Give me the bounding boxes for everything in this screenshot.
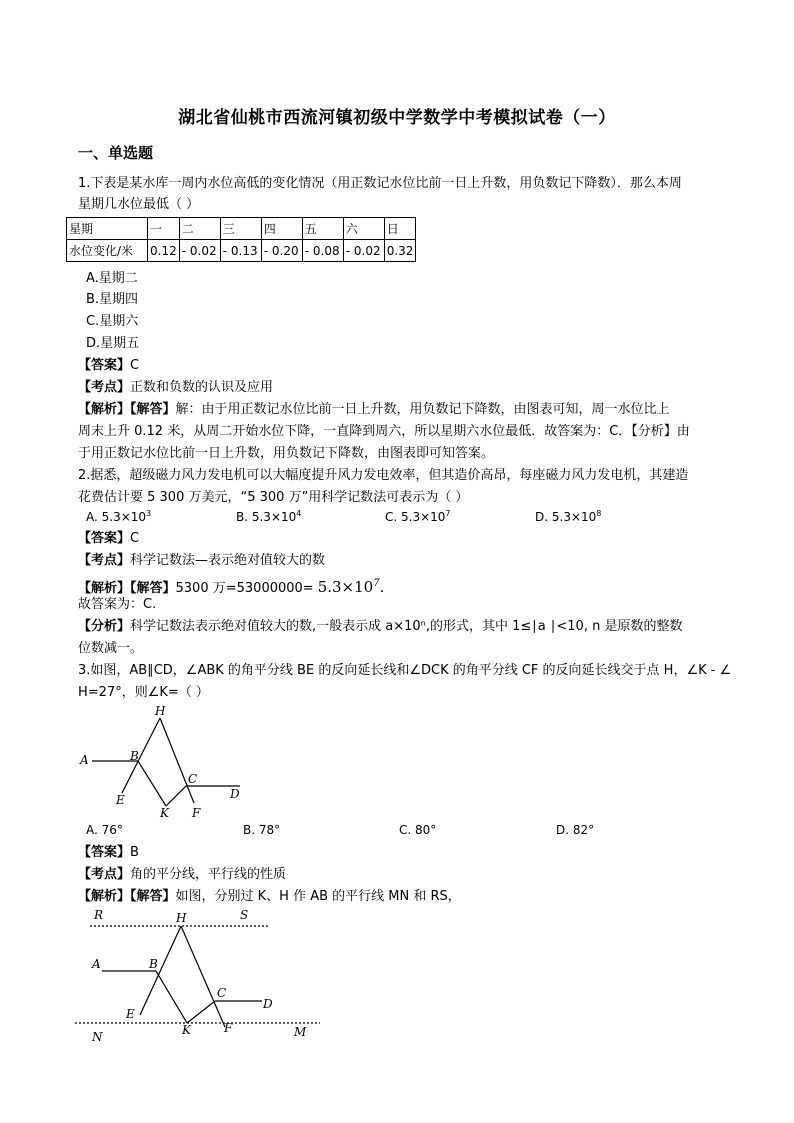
analysis-text: 解：由于用正数记水位比前一日上升数，用负数记下降数，由图表可知，周一水位比上 bbox=[175, 402, 670, 417]
q1-option-a: A.星期二 bbox=[86, 271, 138, 286]
page-title: 湖北省仙桃市西流河镇初级中学数学中考模拟试卷（一） bbox=[178, 108, 616, 128]
q3-point bbox=[78, 864, 726, 886]
point-tag: 【考点】 bbox=[78, 553, 131, 568]
label-a: A bbox=[80, 753, 89, 767]
answer-tag: 【答案】 bbox=[78, 845, 131, 860]
label-m: M bbox=[294, 1025, 307, 1039]
label-r: R bbox=[94, 908, 104, 922]
q3-stem-line2: H=27°，则∠K=（ ） bbox=[78, 685, 209, 700]
label-e: E bbox=[116, 793, 125, 807]
label-a: A bbox=[92, 957, 101, 971]
label-c: C bbox=[188, 772, 198, 786]
q1-option-c: C.星期六 bbox=[86, 314, 139, 329]
label-c: C bbox=[217, 986, 227, 1000]
answer-value: C bbox=[130, 531, 140, 546]
q2-answer bbox=[78, 528, 726, 550]
table-header-cell: 六 bbox=[343, 218, 384, 240]
q3-stem-line1: 3.如图，AB∥CD，∠ABK 的角平分线 BE 的反向延长线和∠DCK 的角平分线 CF 的反向延长线交于点 H，∠K - ∠ bbox=[78, 663, 732, 678]
line-hf bbox=[160, 718, 194, 803]
label-e: E bbox=[126, 1007, 135, 1021]
q1-answer bbox=[78, 355, 726, 377]
label-b: B bbox=[130, 749, 139, 763]
table-cell: - 0.20 bbox=[261, 240, 302, 262]
analysis-text: 5300 万=53000000= bbox=[175, 581, 314, 596]
analysis-text: 如图，分别过 K、H 作 AB 的平行线 MN 和 RS， bbox=[175, 889, 461, 904]
point-value: 角的平分线，平行线的性质 bbox=[130, 867, 287, 882]
table-header-cell: 五 bbox=[302, 218, 343, 240]
q2-stem-line1: 2.据悉，超级磁力风力发电机可以大幅度提升风力发电效率，但其造价高昂，每座磁力风力发电机，其建造 bbox=[78, 468, 689, 483]
table-row bbox=[67, 240, 416, 262]
label-d: D bbox=[263, 997, 273, 1011]
q3-figure-1 bbox=[70, 700, 270, 825]
label-k: K bbox=[182, 1023, 191, 1037]
table-header-row bbox=[67, 218, 416, 240]
table-cell: 0.32 bbox=[384, 240, 416, 262]
table-header-cell: 二 bbox=[179, 218, 220, 240]
point-value: 科学记数法—表示绝对值较大的数 bbox=[130, 553, 326, 568]
label-k: K bbox=[160, 806, 169, 820]
table-header-cell: 星期 bbox=[67, 218, 148, 240]
answer-value: B bbox=[130, 845, 139, 860]
label-h: H bbox=[176, 911, 187, 925]
formula: $5.3\times 10^7$. bbox=[317, 578, 385, 596]
line-hf bbox=[181, 926, 225, 1027]
answer-value: C bbox=[130, 358, 140, 373]
table-cell: - 0.08 bbox=[302, 240, 343, 262]
answer-tag: 【答案】 bbox=[78, 358, 131, 373]
q1-analysis-line3: 于用正数记水位比前一日上升数，用负数记下降数，由图表即可知答案。 bbox=[78, 446, 495, 461]
q3-figure-2 bbox=[70, 905, 330, 1045]
q2-options-row bbox=[86, 509, 726, 529]
q2-option-b: B. $5.3\times 10^4$ bbox=[236, 509, 302, 524]
answer-tag: 【答案】 bbox=[78, 531, 131, 546]
table-header-cell: 三 bbox=[220, 218, 261, 240]
q2-option-d: D. $5.3\times 10^8$ bbox=[535, 509, 602, 524]
table-cell: - 0.13 bbox=[220, 240, 261, 262]
label-h: H bbox=[155, 704, 166, 718]
q3-answer bbox=[78, 842, 726, 864]
analysis-text: 科学记数法表示绝对值较大的数,一般表示成 a×10ⁿ,的形式，其中 1≤∣a ∣<10, n 是原数的整数 bbox=[130, 619, 683, 634]
label-d: D bbox=[230, 787, 240, 801]
point-value: 正数和负数的认识及应用 bbox=[130, 380, 274, 395]
q1-stem-line1: 1.下表是某水库一周内水位高低的变化情况（用正数记水位比前一日上升数，用负数记下降数）．那么本周 bbox=[78, 176, 682, 191]
water-level-table bbox=[66, 217, 416, 262]
section-heading: 一、单选题 bbox=[78, 144, 154, 162]
q3-option-c: C. 80° bbox=[399, 823, 437, 837]
q3-option-b: B. 78° bbox=[243, 823, 281, 837]
point-tag: 【考点】 bbox=[78, 380, 131, 395]
table-cell: - 0.02 bbox=[343, 240, 384, 262]
q3-option-a: A. 76° bbox=[86, 823, 123, 837]
label-s: S bbox=[240, 908, 249, 922]
label-f: F bbox=[224, 1021, 233, 1035]
table-cell: - 0.02 bbox=[179, 240, 220, 262]
q2-stem-line2: 花费估计要 5 300 万美元，“5 300 万”用科学记数法可表示为（ ） bbox=[78, 490, 469, 505]
q2-point bbox=[78, 550, 726, 572]
q1-analysis-line1 bbox=[78, 399, 726, 421]
q1-stem-line2: 星期几水位最低（ ） bbox=[78, 197, 200, 212]
q3-options-row bbox=[86, 823, 726, 843]
line-he bbox=[122, 718, 160, 793]
q2-analysis-line4: 位数减一。 bbox=[78, 641, 144, 656]
q2-option-c: C. $5.3\times 10^7$ bbox=[385, 509, 451, 524]
line-kc bbox=[166, 786, 186, 806]
q3-option-d: D. 82° bbox=[556, 823, 595, 837]
q1-option-b: B.星期四 bbox=[86, 292, 139, 307]
table-header-cell: 一 bbox=[148, 218, 180, 240]
table-cell: 水位变化/米 bbox=[67, 240, 148, 262]
point-tag: 【考点】 bbox=[78, 867, 131, 882]
q1-point bbox=[78, 377, 726, 399]
q2-analysis-line3 bbox=[78, 616, 726, 638]
label-n: N bbox=[92, 1030, 103, 1044]
table-header-cell: 四 bbox=[261, 218, 302, 240]
q2-option-a: A. $5.3\times 10^3$ bbox=[86, 509, 152, 524]
analysis-tag: 【分析】 bbox=[78, 619, 131, 634]
label-f: F bbox=[192, 806, 201, 820]
table-cell: 0.12 bbox=[148, 240, 180, 262]
q1-analysis-line2: 周末上升 0.12 米，从周二开始水位下降，一直降到周六，所以星期六水位最低．故答案为：C．【分析】由 bbox=[78, 424, 690, 439]
line-kc bbox=[187, 1001, 215, 1023]
analysis-tag: 【解析】【解答】 bbox=[78, 402, 176, 417]
q2-analysis-line2: 故答案为：C. bbox=[78, 597, 157, 612]
label-b: B bbox=[149, 957, 158, 971]
table-header-cell: 日 bbox=[384, 218, 416, 240]
line-bk bbox=[138, 761, 166, 806]
line-bk bbox=[156, 971, 187, 1023]
analysis-tag: 【解析】【解答】 bbox=[78, 889, 176, 904]
analysis-tag: 【解析】【解答】 bbox=[78, 581, 176, 596]
q1-option-d: D.星期五 bbox=[86, 336, 140, 351]
